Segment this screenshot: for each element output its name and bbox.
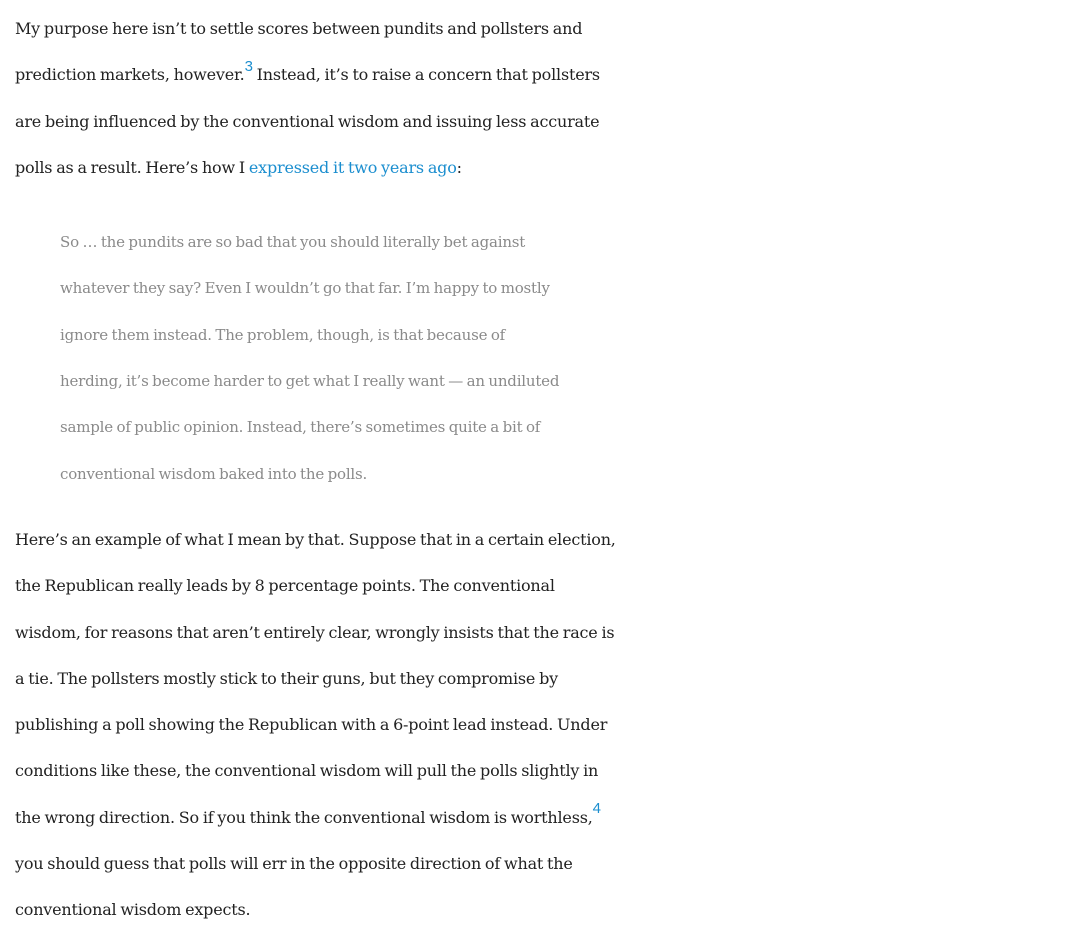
text-line: publishing a poll showing the Republican with a 6-point lead instead. Under	[15, 715, 608, 735]
text-line: are being influenced by the conventional wisdom and issuing less accurate	[15, 111, 600, 131]
text-segment: polls as a result. Here’s how I	[15, 157, 249, 177]
text-line	[15, 795, 1065, 841]
quote-line: ignore them instead. The problem, though, is that because of	[60, 325, 506, 344]
quote-line: herding, it’s become harder to get what I really want — an undiluted	[60, 372, 560, 391]
quote-line: So … the pundits are so bad that you should literally bet against	[60, 233, 526, 252]
text-line: conditions like these, the conventional wisdom will pull the polls slightly in	[15, 761, 599, 781]
footnote-4-link[interactable]: 4	[592, 800, 601, 818]
text-line	[15, 52, 1065, 98]
text-line	[15, 145, 1065, 191]
text-segment: prediction markets, however.	[15, 65, 245, 85]
text-line: conventional wisdom expects.	[15, 900, 251, 920]
text-line: My purpose here isn’t to settle scores between pundits and pollsters and	[15, 19, 583, 38]
block-quote	[60, 219, 1065, 497]
text-line: Here’s an example of what I mean by that. Suppose that in a certain election,	[15, 529, 616, 549]
paragraph-intro	[15, 6, 1065, 191]
text-segment: :	[456, 157, 462, 177]
quote-line: conventional wisdom baked into the polls.	[60, 464, 368, 483]
quote-line: sample of public opinion. Instead, there’s sometimes quite a bit of	[60, 418, 541, 437]
text-line: you should guess that polls will err in the opposite direction of what the	[15, 854, 573, 874]
text-line: wisdom, for reasons that aren’t entirely clear, wrongly insists that the race is	[15, 622, 615, 642]
text-line: the Republican really leads by 8 percentage points. The conventional	[15, 576, 555, 596]
text-segment: Instead, it’s to raise a concern that pollsters	[252, 65, 600, 85]
expressed-two-years-ago-link[interactable]: expressed it two years ago	[248, 157, 457, 177]
text-line: a tie. The pollsters mostly stick to their guns, but they compromise by	[15, 668, 558, 688]
paragraph-example	[15, 517, 1065, 934]
article-body	[15, 6, 1065, 934]
footnote-3-link[interactable]: 3	[244, 57, 253, 75]
text-segment: the wrong direction. So if you think the conventional wisdom is worthless,	[15, 807, 593, 827]
quote-line: whatever they say? Even I wouldn’t go that far. I’m happy to mostly	[60, 279, 550, 298]
